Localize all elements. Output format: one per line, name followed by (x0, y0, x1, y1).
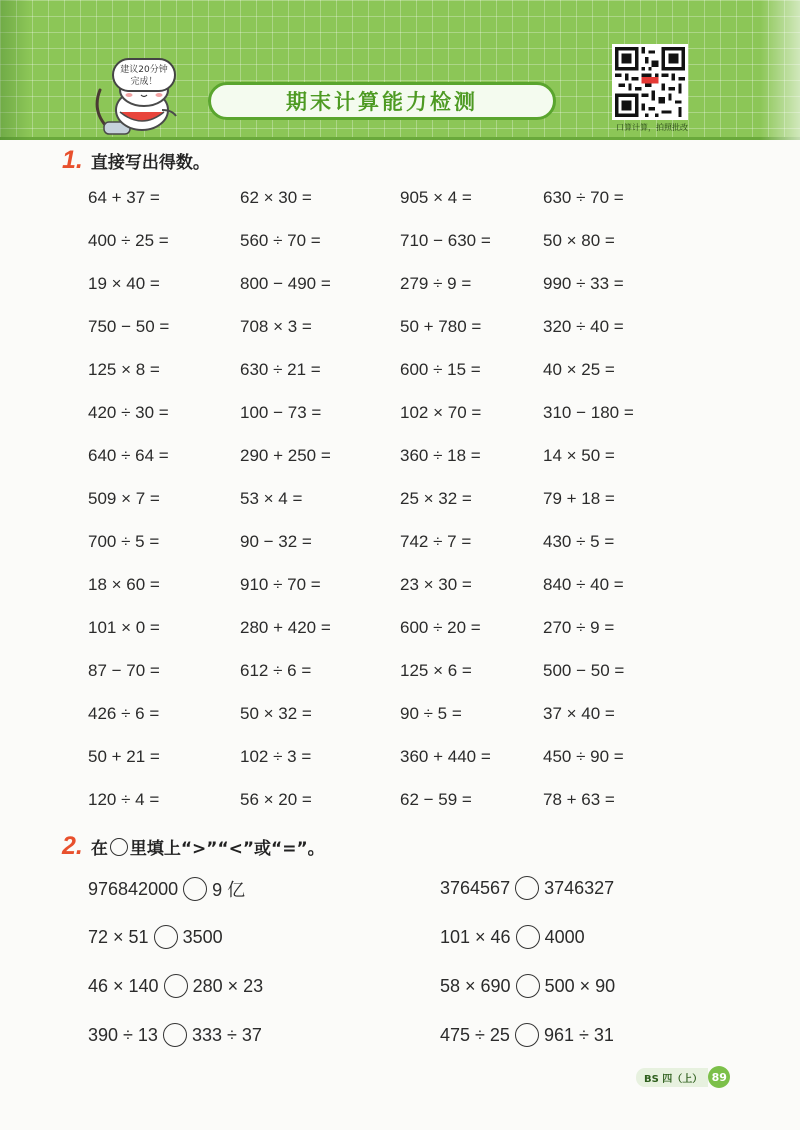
comparison-item (88, 876, 245, 902)
problem-item: 500 − 50 = (543, 661, 625, 680)
comparison-right-expression: 961 ÷ 31 (543, 1024, 614, 1045)
bubble-line-2: 完成！ (130, 77, 158, 87)
problem-item: 360 ÷ 18 = (400, 446, 481, 465)
problem-row (88, 221, 708, 264)
problem-item: 87 − 70 = (88, 661, 160, 680)
problem-item: 279 ÷ 9 = (400, 274, 472, 293)
problem-item: 905 × 4 = (400, 188, 472, 207)
problem-item: 14 × 50 = (543, 446, 615, 465)
section-2-heading (62, 832, 325, 861)
problem-item: 509 × 7 = (88, 489, 160, 508)
comparison-left-expression: 3764567 (440, 877, 511, 898)
page-title: 期末计算能力检测 (208, 82, 556, 120)
answer-circle[interactable] (163, 1023, 187, 1047)
problem-item: 50 + 21 = (88, 747, 160, 766)
problem-row (88, 264, 708, 307)
section-2-number: 2. (62, 832, 83, 860)
problem-item: 430 ÷ 5 = (543, 532, 615, 551)
problem-item: 742 ÷ 7 = (400, 532, 472, 551)
problem-item: 320 ÷ 40 = (543, 317, 624, 336)
answer-circle[interactable] (154, 925, 178, 949)
comparison-right-expression: 280 × 23 (192, 975, 264, 996)
problem-item: 700 ÷ 5 = (88, 532, 160, 551)
problem-row (88, 565, 708, 608)
page-footer (636, 1066, 730, 1088)
problem-item: 125 × 8 = (88, 360, 160, 379)
comparison-right-expression: 333 ÷ 37 (191, 1024, 262, 1045)
problem-item: 64 + 37 = (88, 188, 160, 207)
problem-item: 120 ÷ 4 = (88, 790, 160, 809)
problem-item: 630 ÷ 70 = (543, 188, 624, 207)
section-2-instruction-post: 里填上“>”“<”或“=”。 (129, 839, 325, 859)
comparison-item (88, 925, 223, 949)
problem-item: 79 + 18 = (543, 489, 615, 508)
problem-row (88, 436, 708, 479)
problem-item: 50 × 80 = (543, 231, 615, 250)
comparison-left-expression: 475 ÷ 25 (440, 1024, 510, 1045)
comparison-item (88, 974, 263, 998)
problem-item: 40 × 25 = (543, 360, 615, 379)
section-1-number: 1. (62, 146, 83, 174)
problem-item: 840 ÷ 40 = (543, 575, 624, 594)
comparison-item (440, 974, 615, 998)
comparison-left-expression: 976842000 (88, 878, 179, 899)
problem-item: 990 ÷ 33 = (543, 274, 624, 293)
problem-item: 600 ÷ 20 = (400, 618, 481, 637)
problem-row (88, 307, 708, 350)
edition-tag: BS 四（上） (636, 1068, 708, 1087)
comparison-left-expression: 72 × 51 (88, 926, 149, 947)
problem-item: 750 − 50 = (88, 317, 170, 336)
problem-item: 360 + 440 = (400, 747, 491, 766)
comparison-row (88, 968, 708, 1017)
answer-circle[interactable] (516, 974, 540, 998)
problem-item: 630 ÷ 21 = (240, 360, 321, 379)
problem-item: 19 × 40 = (88, 274, 160, 293)
problem-item: 18 × 60 = (88, 575, 160, 594)
problem-item: 37 × 40 = (543, 704, 615, 723)
problem-item: 23 × 30 = (400, 575, 472, 594)
comparison-item (88, 1023, 262, 1047)
comparison-right-expression: 500 × 90 (544, 975, 616, 996)
answer-circle[interactable] (515, 876, 539, 900)
problem-item: 101 × 0 = (88, 618, 160, 637)
problem-item: 600 ÷ 15 = (400, 360, 481, 379)
problem-row (88, 479, 708, 522)
comparison-left-expression: 101 × 46 (440, 926, 511, 947)
problem-item: 50 × 32 = (240, 704, 312, 723)
problem-item: 420 ÷ 30 = (88, 403, 169, 422)
section-1-heading (62, 146, 210, 175)
problem-item: 710 − 630 = (400, 231, 491, 250)
problem-row (88, 694, 708, 737)
problem-item: 800 − 490 = (240, 274, 331, 293)
comparison-left-expression: 46 × 140 (88, 975, 159, 996)
problem-item: 310 − 180 = (543, 403, 634, 422)
mental-math-grid (88, 178, 708, 823)
answer-circle[interactable] (183, 877, 207, 901)
header-fade-right (760, 0, 800, 140)
problem-item: 102 × 70 = (400, 403, 482, 422)
comparison-right-expression: 3746327 (544, 877, 615, 898)
problem-item: 280 + 420 = (240, 618, 331, 637)
comparison-grid (88, 870, 708, 1066)
comparison-left-expression: 390 ÷ 13 (88, 1024, 158, 1045)
problem-item: 708 × 3 = (240, 317, 312, 336)
problem-row (88, 780, 708, 823)
problem-item: 290 + 250 = (240, 446, 331, 465)
problem-item: 62 − 59 = (400, 790, 472, 809)
problem-item: 50 + 780 = (400, 317, 482, 336)
comparison-right-expression: 9 亿 (212, 880, 246, 900)
problem-row (88, 737, 708, 780)
problem-row (88, 393, 708, 436)
speech-bubble (112, 58, 176, 92)
circle-blank-icon (110, 838, 128, 856)
problem-item: 270 ÷ 9 = (543, 618, 615, 637)
comparison-row (88, 1017, 708, 1066)
comparison-left-expression: 58 × 690 (440, 975, 511, 996)
section-2-instruction-pre: 在 (90, 839, 108, 859)
qr-code-icon[interactable] (612, 44, 688, 120)
problem-item: 90 − 32 = (240, 532, 312, 551)
comparison-item (440, 1023, 614, 1047)
problem-row (88, 178, 708, 221)
section-1-instruction: 直接写出得数。 (90, 153, 210, 173)
problem-item: 100 − 73 = (240, 403, 322, 422)
comparison-row (88, 919, 708, 968)
problem-item: 450 ÷ 90 = (543, 747, 624, 766)
comparison-right-expression: 4000 (544, 926, 585, 947)
problem-row (88, 350, 708, 393)
comparison-right-expression: 3500 (182, 926, 223, 947)
problem-item: 612 ÷ 6 = (240, 661, 312, 680)
problem-item: 25 × 32 = (400, 489, 472, 508)
problem-item: 426 ÷ 6 = (88, 704, 160, 723)
comparison-item (440, 876, 614, 900)
problem-item: 125 × 6 = (400, 661, 472, 680)
answer-circle[interactable] (164, 974, 188, 998)
problem-row (88, 522, 708, 565)
comparison-item (440, 925, 585, 949)
problem-item: 560 ÷ 70 = (240, 231, 321, 250)
qr-caption: 口算计算，拍照批改 (616, 123, 688, 132)
problem-item: 90 ÷ 5 = (400, 704, 462, 723)
problem-item: 640 ÷ 64 = (88, 446, 169, 465)
header-shadow-left (0, 0, 30, 140)
answer-circle[interactable] (515, 1023, 539, 1047)
problem-item: 62 × 30 = (240, 188, 312, 207)
bubble-line-1: 建议20分钟 (120, 65, 168, 75)
problem-item: 78 + 63 = (543, 790, 615, 809)
problem-item: 910 ÷ 70 = (240, 575, 321, 594)
answer-circle[interactable] (516, 925, 540, 949)
page-number: 89 (708, 1066, 730, 1088)
problem-row (88, 608, 708, 651)
problem-item: 56 × 20 = (240, 790, 312, 809)
problem-item: 53 × 4 = (240, 489, 303, 508)
problem-row (88, 651, 708, 694)
comparison-row (88, 870, 708, 919)
problem-item: 102 ÷ 3 = (240, 747, 312, 766)
problem-item: 400 ÷ 25 = (88, 231, 169, 250)
